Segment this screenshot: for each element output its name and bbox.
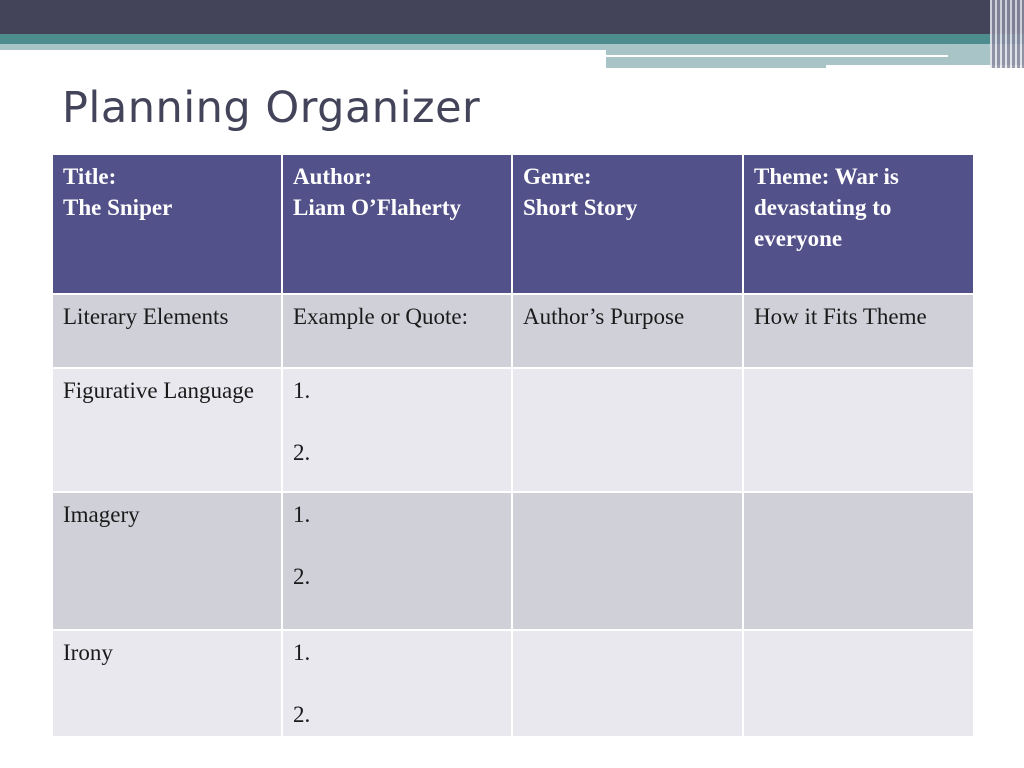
list-item: 2. <box>293 440 311 465</box>
page-title: Planning Organizer <box>62 83 481 133</box>
column-label-example: Example or Quote: <box>282 294 512 368</box>
header-band-line <box>606 55 948 57</box>
column-labels-row <box>52 294 974 368</box>
planning-organizer-table <box>51 153 975 738</box>
list-item: 2. <box>293 702 311 727</box>
list-item: 1. <box>293 502 311 527</box>
header-band-dark <box>0 0 1024 34</box>
list-item: 1. <box>293 378 311 403</box>
table-header-row <box>52 154 974 294</box>
title-cell <box>52 154 282 294</box>
element-cell: Figurative Language <box>52 368 282 492</box>
column-label-authors-purpose: Author’s Purpose <box>512 294 743 368</box>
header-stripes <box>990 0 1024 68</box>
theme-fit-cell[interactable] <box>743 368 974 492</box>
column-label-fits-theme: How it Fits Theme <box>743 294 974 368</box>
table-row <box>52 630 974 737</box>
element-cell: Imagery <box>52 492 282 630</box>
example-cell[interactable] <box>282 630 512 737</box>
column-label-literary-elements: Literary Elements <box>52 294 282 368</box>
table-row <box>52 368 974 492</box>
author-label: Author: <box>293 164 373 189</box>
element-cell: Irony <box>52 630 282 737</box>
theme-cell <box>743 154 974 294</box>
header-band-teal <box>0 34 1024 44</box>
example-cell[interactable] <box>282 492 512 630</box>
purpose-cell[interactable] <box>512 630 743 737</box>
title-label: Title: <box>63 164 117 189</box>
author-value: Liam O’Flaherty <box>293 195 461 220</box>
theme-fit-cell[interactable] <box>743 630 974 737</box>
theme-fit-cell[interactable] <box>743 492 974 630</box>
table-row <box>52 492 974 630</box>
genre-label: Genre: <box>523 164 592 189</box>
genre-value: Short Story <box>523 195 638 220</box>
author-cell <box>282 154 512 294</box>
list-item: 2. <box>293 564 311 589</box>
list-item: 1. <box>293 640 311 665</box>
purpose-cell[interactable] <box>512 492 743 630</box>
example-cell[interactable] <box>282 368 512 492</box>
genre-cell <box>512 154 743 294</box>
theme-label: Theme: War is devastating to everyone <box>754 164 899 251</box>
title-value: The Sniper <box>63 195 173 220</box>
header-band-light <box>0 44 606 50</box>
purpose-cell[interactable] <box>512 368 743 492</box>
